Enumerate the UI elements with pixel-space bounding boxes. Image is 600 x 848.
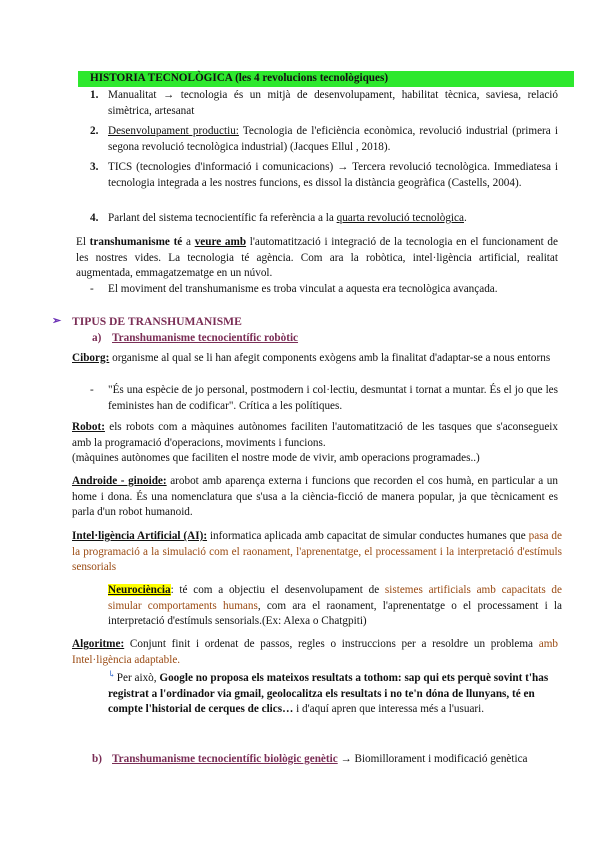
robot-term: Robot:: [72, 421, 105, 433]
list-number: 4.: [90, 212, 99, 224]
subsection-b-line: [112, 752, 562, 768]
ciborg-term: Ciborg:: [72, 352, 110, 364]
list-item: [108, 124, 558, 155]
para-bold-underlined: veure amb: [194, 236, 247, 248]
ciborg-text: organisme al qual se li han afegit components exògens amb la finalitat d'adaptar-se a nous entorns: [109, 352, 551, 364]
para-text: El: [76, 236, 90, 248]
history-title: [78, 71, 574, 87]
robot-note: (màquines autònomes que faciliten el nostre mode de vivir, amb operacions programades..): [72, 452, 480, 464]
subsection-b-letter: b): [92, 753, 102, 765]
arrow-bullet-icon: ➢: [52, 315, 62, 327]
ai-text: informatica aplicada amb capacitat de simular conductes humanes que: [207, 530, 529, 542]
list-number: 3.: [90, 161, 99, 173]
androide-text: arobot amb aparença externa i funcions que recorden el cos humà, en particular a un home i dona. És una nomenclatura que s'usa a la ciència-ficció de manera popular, ja que tècnicament es parla d'un robot humanoid.: [72, 475, 558, 518]
dash-bullet: -: [90, 384, 94, 396]
ai-term: Intel·ligència Artificial (AI):: [72, 530, 208, 542]
subsection-b-title: Transhumanisme tecnocientífic biològic genètic: [112, 753, 338, 765]
ciborg-quote: "És una espècie de jo personal, postmodern i col·lectiu, desmuntat i tornat a muntar. És el jo que les feministes han de codificar". Crítica a les polítiques.: [108, 384, 558, 412]
para-bold: transhumanisme té: [89, 236, 183, 248]
neuro-definition: [108, 583, 562, 630]
list-item-underlined: quarta revolució tecnològica: [336, 212, 464, 224]
neuro-highlight-text: sistemes artificials amb capacitats de simular comportaments humans: [108, 584, 562, 612]
history-title-text: HISTORIA TECNOLÒGICA (les 4 revolucions tecnològiques): [78, 71, 574, 87]
list-item: [108, 160, 558, 191]
transhumanism-paragraph: [76, 235, 558, 282]
return-arrow-icon: ↳: [108, 669, 116, 679]
algorithm-term: Algoritme:: [72, 638, 125, 650]
algorithm-highlight-text: amb Intel·ligència adaptable.: [72, 638, 558, 666]
ai-highlight-text: pasa de la programació a la simulació com el raonament, l'aprenentatge, el processament i la interpretació d'estímuls sensorials: [72, 530, 562, 573]
robot-text: els robots com a màquines autònomes faciliten l'automatització de les tasques que s'aconsegueix amb la programació d'operacions, moviments i funcions.: [72, 421, 558, 449]
section-title: TIPUS DE TRANSHUMANISME: [72, 315, 242, 328]
list-item: [108, 88, 558, 119]
neuro-text: : té com a objectiu el desenvolupament de: [170, 584, 385, 596]
subsection-b-text: → Biomillorament i modificació genètica: [337, 753, 528, 765]
subsection-a-letter: a): [92, 332, 102, 344]
list-number: 1.: [90, 89, 99, 101]
google-text: Per això,: [114, 672, 160, 684]
list-number: 2.: [90, 125, 99, 137]
androide-definition: [72, 474, 558, 521]
google-text: i d'aquí apren que interessa més a l'usuari.: [293, 703, 485, 715]
algorithm-text: Conjunt finit i ordenat de passos, regles o instruccions per a resoldre un problema: [124, 638, 539, 650]
robot-definition: [72, 420, 558, 467]
list-item-text: TICS (tecnologies d'informació i comunicacions) → Tercera revolució tecnològica. Immediatesa i tecnologia integrada a les nostres funcions, es dissol la distància geogràfica (Castells, 2004).: [108, 161, 558, 189]
list-item-text: Tecnologia de l'eficiència econòmica, revolució industrial (primera i segona revolució tecnològica industrial) (Jacques Ellul , 2018).: [108, 125, 559, 153]
para-text: l'automatització i integració de la tecnologia en el funcionament de les nostres vides. La tecnologia té agència. Com ara la robòtica, intel·ligència artificial, realitat augmentada, emmagatzematge en un núvol.: [76, 236, 558, 279]
ai-definition: [72, 529, 562, 576]
ciborg-definition: [72, 351, 558, 367]
subsection-a-title: Transhumanisme tecnocientífic robòtic: [112, 332, 299, 344]
para-text: a: [182, 236, 195, 248]
list-item-text: .: [463, 212, 467, 224]
list-item-text: Parlant del sistema tecnocientífic fa referència a la: [108, 212, 337, 224]
algorithm-definition: [72, 637, 558, 668]
google-note: [108, 671, 558, 718]
transhumanism-dash-item: El moviment del transhumanisme es troba vinculat a aquesta era tecnològica avançada.: [108, 283, 498, 295]
google-bold-text: Google no proposa els mateixos resultats a tothom: sap qui ets perquè sovint t'has registrat a l'ordinador via gmail, geolocalitza els resultats i no te'n dóna de llunyans, té en compte l'historial de cerques de clics…: [108, 672, 549, 715]
neuro-term: Neurociència: [108, 584, 171, 596]
androide-term: Androide - ginoide:: [72, 475, 167, 487]
dash-bullet: -: [90, 283, 94, 295]
list-item-text: Manualitat → tecnologia és un mitjà de desenvolupament, habilitat tècnica, saviesa, relació simètrica, artesanat: [108, 89, 558, 117]
list-item-underlined: Desenvolupament productiu:: [108, 125, 239, 137]
neuro-text: , com ara el raonament, l'aprenentatge o el processament i la interpretació d'estímuls sensorials.(Ex: Alexa o Chatgpiti): [108, 599, 562, 627]
list-item: [108, 211, 558, 227]
